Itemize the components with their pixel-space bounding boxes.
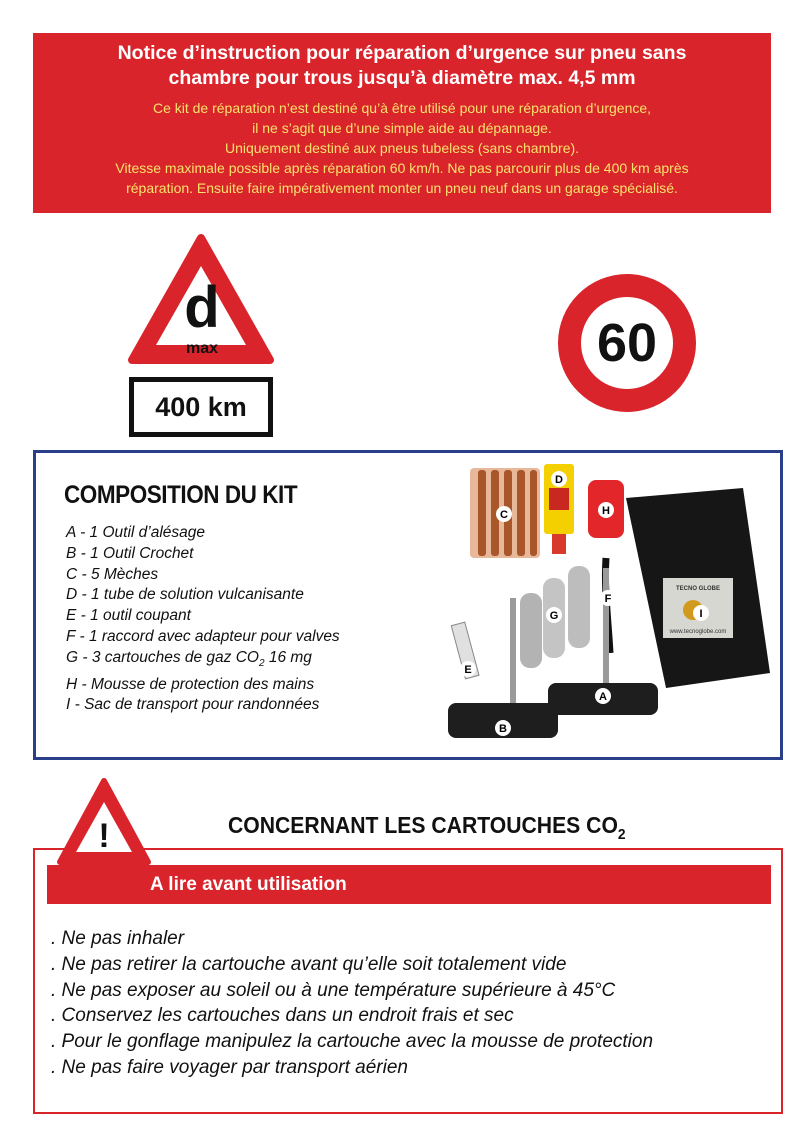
photo-label-b: B [499, 723, 507, 735]
header-body-line: il ne s’agit que d’une simple aide au dépannage. [252, 120, 552, 136]
kit-item: D - 1 tube de solution vulcanisante [66, 586, 304, 604]
bag-url: www.tecnoglobe.com [669, 629, 727, 635]
exclamation-mark: ! [98, 817, 110, 855]
exclamation-warning-sign [56, 776, 152, 868]
speed-limit-sign [558, 274, 696, 412]
warning-item: . Pour le gonflage manipulez la cartouche avec la mousse de protection [51, 1031, 654, 1053]
header-title-line-2: chambre pour trous jusqu’à diamètre max. 4,5 mm [168, 67, 636, 89]
kit-item: A - 1 Outil d’alésage [66, 524, 206, 541]
header-body-line: Ce kit de réparation n’est destiné qu’à être utilisé pour une réparation d’urgence, [152, 100, 652, 116]
header-body-line: Vitesse maximale possible après réparation 60 km/h. Ne pas parcourir plus de 400 km après [115, 160, 689, 176]
kit-item-g-suffix: 16 mg [264, 648, 312, 666]
photo-label-f: F [604, 593, 612, 605]
kit-item [66, 648, 340, 675]
kit-composition-panel [33, 450, 783, 760]
photo-label-d: D [555, 474, 563, 486]
distance-value: 400 km [134, 382, 268, 432]
photo-label-e: E [464, 664, 472, 676]
speed-limit-value: 60 [581, 297, 673, 389]
warning-item: . Ne pas retirer la cartouche avant qu’elle soit totalement vide [51, 953, 567, 975]
photo-label-g: G [549, 610, 559, 622]
kit-item: F - 1 raccord avec adapteur pour valves [66, 627, 340, 645]
header-body-line: Uniquement destiné aux pneus tubeless (sans chambre). [224, 140, 580, 156]
kit-item: H - Mousse de protection des mains [66, 675, 315, 693]
photo-label-c: C [500, 509, 508, 521]
read-before-use-banner: A lire avant utilisation [47, 865, 771, 904]
dmax-label: max [185, 340, 219, 357]
dmax-letter: d [184, 275, 220, 340]
kit-item: B - 1 Outil Crochet [66, 544, 194, 562]
warning-list [51, 926, 653, 1081]
instruction-header [33, 33, 771, 213]
exclamation-triangle-icon [56, 776, 152, 868]
header-title [43, 41, 761, 91]
bag-brand: TECNO GLOBE [675, 586, 721, 592]
warning-item: . Ne pas faire voyager par transport aérien [51, 1056, 408, 1078]
kit-item: E - 1 outil coupant [66, 607, 191, 625]
co2-title-subscript: 2 [617, 826, 626, 843]
co2-section-title [228, 812, 626, 843]
co2-warning-panel [33, 848, 783, 1114]
header-body [33, 98, 771, 198]
co2-title-text: CONCERNANT LES CARTOUCHES CO [228, 812, 618, 838]
warning-item: . Conservez les cartouches dans un endroit frais et sec [51, 1005, 514, 1027]
kit-photo [408, 458, 778, 753]
warning-item: . Ne pas exposer au soleil ou à une température supérieure à 45°C [51, 979, 616, 1001]
kit-item-list [66, 523, 340, 716]
kit-item: I - Sac de transport pour randonnées [66, 696, 320, 714]
photo-label-i: I [699, 608, 703, 620]
warning-item: . Ne pas inhaler [51, 928, 185, 949]
repair-kit-illustration [408, 458, 778, 753]
kit-item: C - 5 Mèches [66, 565, 159, 583]
photo-label-h: H [602, 505, 610, 517]
kit-item-g-text: G - 3 cartouches de gaz CO [66, 648, 259, 666]
kit-item-g-subscript: 2 [258, 657, 265, 669]
distance-sign [129, 377, 273, 437]
kit-title: COMPOSITION DU KIT [64, 481, 298, 509]
header-title-line-1: Notice d’instruction pour réparation d’urgence sur pneu sans [117, 42, 687, 64]
header-body-line: réparation. Ensuite faire impérativement monter un pneu neuf dans un garage spécialisé. [126, 180, 678, 196]
photo-label-a: A [599, 691, 607, 703]
